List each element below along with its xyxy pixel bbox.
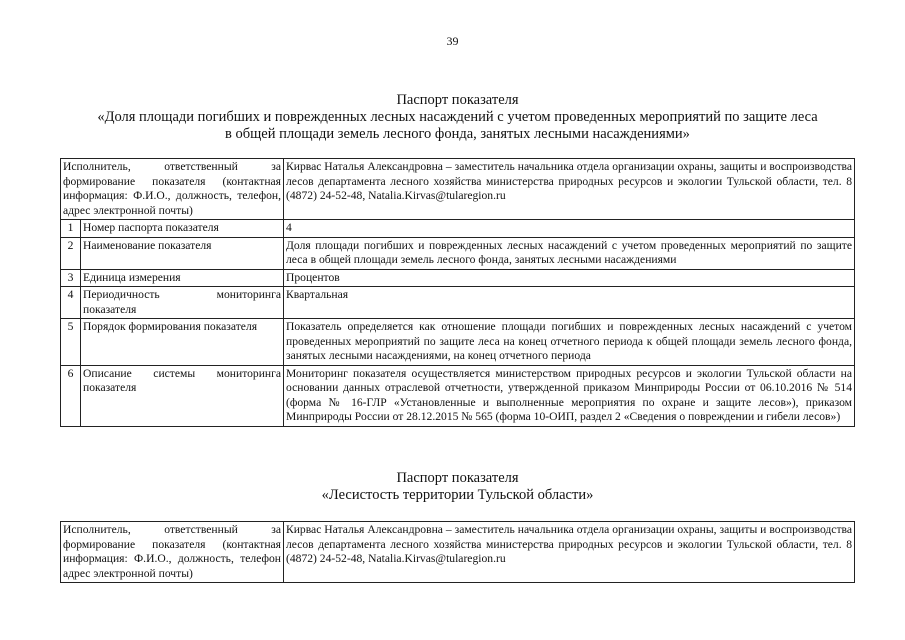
table-row — [61, 287, 855, 319]
row-label: Периодичность мониторинга показателя — [81, 287, 284, 319]
passport-1-indicator-name-line-1: «Доля площади погибших и поврежденных лесных насаждений с учетом проведенных мероприятий по защите леса — [97, 109, 818, 125]
row-number: 2 — [61, 237, 81, 269]
row-value: Мониторинг показателя осуществляется министерством природных ресурсов и экологии Тульской области на основании данных отраслевой отчетности, утвержденной приказом Минприроды России от 06.10.2016 № 514 (форма № 16-ГЛР «Установленные и выполненные мероприятия по охране и защите лесов»), приказом Минприроды России от 28.12.2015 № 565 (форма 10-ОИП, раздел 2 «Сведения о повреждении и гибели лесов») — [284, 365, 855, 426]
table-row — [61, 319, 855, 366]
passport-2-indicator-name: «Лесистость территории Тульской области» — [321, 487, 594, 503]
row-number: 1 — [61, 220, 81, 238]
row-label: Номер паспорта показателя — [81, 220, 284, 238]
passport-1-title — [60, 92, 855, 143]
table-row — [61, 159, 855, 220]
executor-value: Кирвас Наталья Александровна – заместитель начальника отдела организации охраны, защиты и воспроизводства лесов департамента лесного хозяйства министерства природных ресурсов и экологии Тульской области, тел. 8 (4872) 24-52-48, Natalia.Kirvas@tularegion.ru — [284, 159, 855, 220]
table-row — [61, 237, 855, 269]
row-value: Доля площади погибших и поврежденных лесных насаждений с учетом проведенных мероприятий по защите леса в общей площади земель лесного фонда, занятых лесными насаждениями — [284, 237, 855, 269]
executor-label: Исполнитель, ответственный за формирование показателя (контактная информация: Ф.И.О., должность, телефон адрес электронной почты) — [61, 522, 284, 583]
table-row — [61, 365, 855, 426]
row-value: 4 — [284, 220, 855, 238]
table-row — [61, 522, 855, 583]
passport-1-indicator-name-line-2: в общей площади земель лесного фонда, занятых лесными насаждениями» — [225, 126, 690, 142]
row-value: Процентов — [284, 269, 855, 287]
row-label: Единица измерения — [81, 269, 284, 287]
row-value: Квартальная — [284, 287, 855, 319]
passport-2-title — [60, 470, 855, 504]
table-row — [61, 269, 855, 287]
passport-1-table — [60, 158, 855, 427]
passport-1-heading: Паспорт показателя — [396, 92, 519, 108]
row-number: 6 — [61, 365, 81, 426]
passport-2-heading: Паспорт показателя — [396, 470, 519, 486]
row-label: Наименование показателя — [81, 237, 284, 269]
page-number: 39 — [446, 34, 459, 48]
row-value: Показатель определяется как отношение площади погибших и поврежденных лесных насаждений с учетом проведенных мероприятий по защите леса на конец отчетного периода к общей площади земель лесного фонда, занятых лесными насаждениями, на конец отчетного периода — [284, 319, 855, 366]
table-row — [61, 220, 855, 238]
row-label: Описание системы мониторинга показателя — [81, 365, 284, 426]
row-number: 5 — [61, 319, 81, 366]
row-number: 4 — [61, 287, 81, 319]
row-label: Порядок формирования показателя — [81, 319, 284, 366]
row-number: 3 — [61, 269, 81, 287]
passport-2-table — [60, 521, 855, 583]
executor-value: Кирвас Наталья Александровна – заместитель начальника отдела организации охраны, защиты и воспроизводства лесов департамента лесного хозяйства министерства природных ресурсов и экологии Тульской области, тел. 8 (4872) 24-52-48, Natalia.Kirvas@tularegion.ru — [284, 522, 855, 583]
executor-label: Исполнитель, ответственный за формирование показателя (контактная информация: Ф.И.О., должность, телефон, адрес электронной почты) — [61, 159, 284, 220]
